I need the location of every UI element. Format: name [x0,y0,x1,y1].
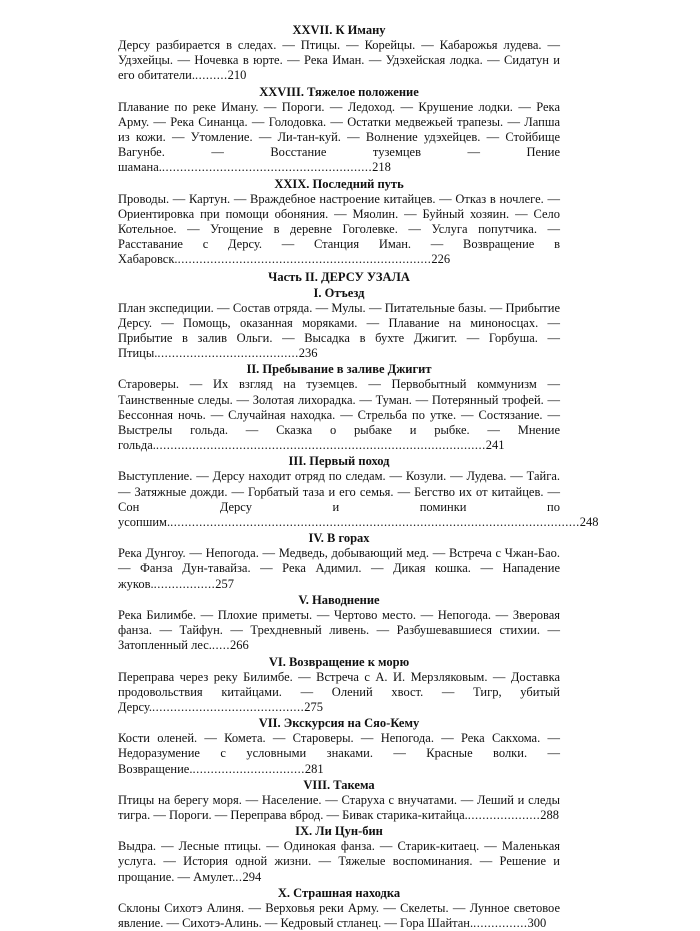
chapter-summary [118,839,560,885]
toc-entry-chapter-1 [118,286,560,362]
toc-entry-chapter-7 [118,716,560,777]
chapter-title: III. Первый поход [288,454,390,469]
toc-entry-chapter-3 [118,454,599,530]
page-number: 294 [242,869,262,884]
chapter-summary [118,100,560,176]
chapter-summary [118,793,560,823]
page-number: 226 [431,252,451,267]
page-number: 266 [230,638,249,653]
leader-dots: .......................................................... [161,160,373,175]
chapter-summary [118,38,560,84]
chapter-summary-text: Птицы на берегу моря. — Население. — Старуха с внучатами. — Леший и следы тигра. — Пороги. — Переправа вброд. — Бивак старика-китайца. [118,792,560,822]
toc-entry-chapter-8 [118,778,560,823]
toc-entry-chapter-5 [118,593,560,654]
chapter-title: V. Наводнение [298,592,380,607]
chapter-summary-text: Дерсу разбирается в следах. — Птицы. — Корейцы. — Кабарожья лудева. — Удэхейцы. — Ночевка в юрте. — Река Иман. — Удэхейская лодка. — Сидатун и его обитатели. [118,38,560,83]
chapter-summary [118,192,560,268]
page-number: 218 [372,160,391,175]
page-number: 257 [215,576,234,591]
leader-dots: ...................................................................... [177,252,432,267]
chapter-summary [118,901,560,931]
chapter-summary [118,670,560,716]
chapter-title: VI. Возвращение к морю [268,654,410,669]
chapter-summary [118,731,560,777]
chapter-summary [118,469,599,530]
leader-dots: ............................... [192,761,305,776]
chapter-summary [118,377,560,453]
chapter-summary-text: Проводы. — Картун. — Враждебное настроение китайцев. — Отказ в ночлеге. — Ориентировка при помощи обоняния. — Мяолин. — Буйный хозяин. — Село Котельное. — Угощение в деревне Гоголевке. — Услуга попутчика. — Расставание с Дерсу. — Станция Иман. — Возвращение в Хабаровск. [118,191,560,267]
chapter-title: VII. Экскурсия на Сяо-Кему [258,716,420,731]
chapter-summary-text: Река Дунгоу. — Непогода. — Медведь, добывающий мед. — Встреча с Чжан-Бао. — Фанза Дун-тавайза. — Река Адимил. — Дикая кошка. — Нападение жуков. [118,546,560,591]
part-heading: Часть II. ДЕРСУ УЗАЛА [268,269,410,284]
page-number: 248 [579,515,599,530]
chapter-title: IV. В горах [308,531,370,546]
chapter-summary-text: План экспедиции. — Состав отряда. — Мулы. — Питательные базы. — Прибытие Дерсу. — Помощь, оказанная моряками. — Плавание на миноносцах. — Прибытие в залив Ольги. — Высадка в бухте Джигит. — Горбуша. — Птицы. [118,300,560,361]
toc-entry-chapter-6 [118,655,560,716]
chapter-title: XXIX. Последний путь [274,176,404,191]
leader-dots: .......................................... [151,699,305,714]
chapter-title: II. Пребывание в заливе Джигит [246,362,432,377]
chapter-title: VIII. Такема [303,777,375,792]
page-number: 300 [527,915,547,930]
page-number: 241 [485,438,505,453]
page-number: 236 [298,346,318,361]
leader-dots: ..... [211,638,230,653]
leader-dots: ......... [194,68,228,83]
toc-entry-chapter-27 [118,23,560,84]
leader-dots: .. [235,869,243,884]
chapter-summary-text: Плавание по реке Иману. — Пороги. — Ледоход. — Крушение лодки. — Река Арму. — Река Синанца. — Голодовка. — Остатки медвежьей трапезы. — Лапша из кожи. — Утомление. — Ли-тан-куй. — Волнение удэхейцев. — Стойбище Вагунбе. — Восстание туземцев — Пение шамана. [118,99,560,175]
toc-entry-chapter-10 [118,886,560,931]
page-number: 281 [304,761,324,776]
chapter-summary-text: Склоны Сихотэ Алиня. — Верховья реки Арму. — Скелеты. — Лунное световое явление. — Сихотэ-Алинь. — Кедровый стланец. — Гора Шайтан. [118,900,560,930]
leader-dots: ................................................................................................................. [170,515,580,530]
page-number: 275 [304,699,323,714]
toc-entry-chapter-28 [118,85,560,176]
chapter-summary-text: Староверы. — Их взгляд на туземцев. — Первобытный коммунизм — Таинственные следы. — Золотая лихорадка. — Туман. — Потерянный трофей. — Бессонная ночь. — Случайная находка. — Стрельба по утке. — Состязание. — Выстрелы гольда. — Сказка о рыбаке и рыбке. — Мнение гольда. [118,377,560,453]
chapter-summary-text: Река Билимбе. — Плохие приметы. — Чертово место. — Непогода. — Зверовая фанза. — Тайфун. — Трехдневный ливень. — Разбушевавшиеся стихии. — Затопленный лес. [118,607,560,653]
chapter-title: XXVII. К Иману [292,23,386,37]
leader-dots: ................. [153,576,216,591]
chapter-summary-text: Переправа через реку Билимбе. — Встреча с А. И. Мерзляковым. — Доставка продовольствия китайцами. — Олений хвост. — Тигр, убитый Дерсу. [118,669,560,714]
page-number: 210 [227,68,247,83]
toc-entry-chapter-4 [118,531,560,592]
toc-entry-chapter-29 [118,177,560,268]
leader-dots: ....................................... [157,346,299,361]
chapter-summary-text: Кости оленей. — Комета. — Староверы. — Непогода. — Река Сакхома. — Недоразумение с условными знаками. — Красные волки. — Возвращение. [118,731,560,776]
chapter-title: I. Отъезд [313,285,365,300]
chapter-summary [118,608,560,654]
leader-dots: ........................................................................................... [155,438,486,453]
chapter-summary [118,546,560,592]
chapter-summary-text: Выступление. — Дерсу находит отряд по следам. — Козули. — Лудева. — Тайга. — Затяжные дожди. — Горбатый таза и его семья. — Бегство их от китайцев. — Сон Дерсу и поминки по усопшим. [118,469,560,530]
page-number: 288 [540,807,559,822]
chapter-summary [118,301,560,362]
chapter-summary-text: Выдра. — Лесные птицы. — Одинокая фанза. — Старик-китаец. — Маленькая услуга. — История одной жизни. — Тяжелые воспоминания. — Решение и прощание. — Амулет. [118,839,560,884]
leader-dots: ............... [473,915,528,930]
chapter-title: IX. Ли Цун-бин [295,824,383,839]
chapter-title: XXVIII. Тяжелое положение [259,84,419,99]
toc-entry-chapter-2 [118,362,560,453]
toc-entry-chapter-9 [118,824,560,885]
leader-dots: .................... [467,807,541,822]
chapter-title: X. Страшная находка [277,885,401,900]
